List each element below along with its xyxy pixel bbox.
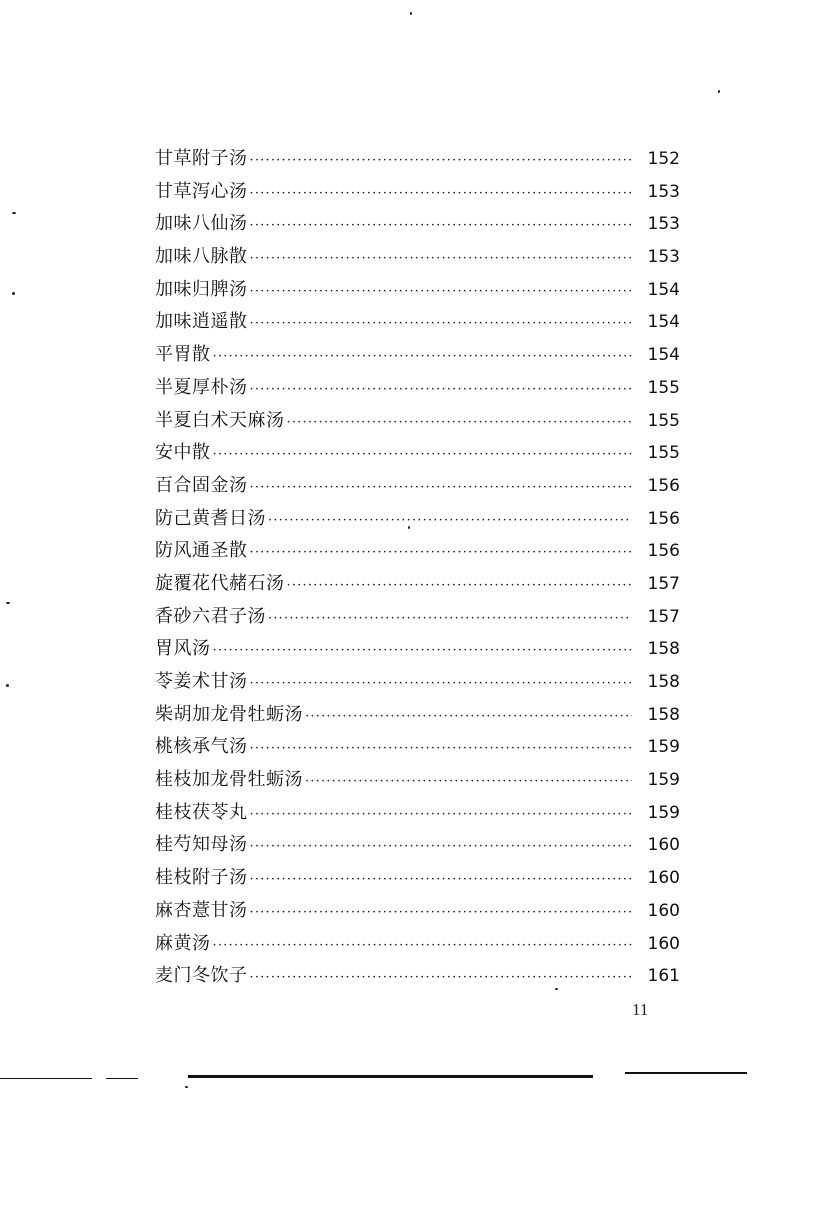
toc-entry-title: 苓姜术甘汤	[155, 671, 248, 692]
toc-entry	[155, 731, 680, 764]
toc-entry-page: 158	[647, 672, 680, 692]
toc-entry	[155, 274, 680, 307]
bottom-rule-right	[625, 1072, 747, 1074]
toc-entry-page: 160	[647, 868, 680, 889]
toc-entry	[155, 633, 680, 666]
toc-entry-title: 桂枝茯苓丸	[155, 801, 248, 823]
toc-entry-page: 153	[647, 181, 680, 202]
toc-entry-page: 156	[647, 508, 680, 529]
toc-entry-page: 159	[647, 802, 680, 823]
scan-speck	[6, 602, 10, 604]
toc-entry-page: 161	[647, 966, 680, 987]
toc-entry	[155, 470, 680, 503]
toc-entry	[155, 503, 680, 536]
toc-leader-dots	[250, 178, 633, 211]
toc-entry	[155, 535, 680, 568]
toc-leader-dots	[250, 472, 633, 505]
toc-entry-title: 旋覆花代赭石汤	[155, 572, 285, 594]
toc-entry-page: 160	[647, 933, 680, 954]
toc-entry	[155, 797, 680, 830]
toc-leader-dots	[213, 341, 633, 374]
toc-entry-page: 153	[647, 247, 680, 268]
toc-entry-page: 159	[647, 737, 680, 758]
toc-entry	[155, 699, 680, 732]
toc-entry	[155, 306, 680, 339]
toc-entry-page: 160	[647, 835, 680, 856]
toc-entry-title: 桂枝附子汤	[155, 867, 248, 889]
bottom-rule-left	[0, 1078, 92, 1079]
toc-entry-page: 158	[647, 704, 680, 725]
toc-entry	[155, 437, 680, 470]
scan-speck	[408, 526, 410, 529]
toc-entry	[155, 208, 680, 241]
toc-entry	[155, 928, 680, 961]
toc-entry-page: 156	[647, 541, 680, 562]
toc-entry-page: 157	[647, 573, 680, 594]
toc-leader-dots	[250, 243, 633, 276]
toc-entry	[155, 601, 680, 634]
toc-entry	[155, 829, 680, 862]
toc-entry-title: 安中散	[155, 442, 211, 464]
toc-entry-page: 154	[647, 279, 680, 300]
toc-entry-page: 155	[647, 410, 680, 431]
toc-entry	[155, 241, 680, 274]
toc-entry-page: 155	[647, 443, 680, 464]
toc-entry-title: 麦门冬饮子	[155, 965, 248, 987]
toc-entry	[155, 960, 680, 993]
toc-leader-dots	[250, 308, 633, 341]
toc-entry	[155, 339, 680, 372]
toc-entry-page: 158	[647, 639, 680, 660]
toc-entry	[155, 372, 680, 405]
toc-entry-page: 154	[647, 345, 680, 366]
toc-leader-dots	[305, 766, 632, 799]
toc-entry	[155, 862, 680, 895]
toc-entry-page: 160	[647, 900, 680, 921]
toc-entry-title: 甘草附子汤	[155, 148, 248, 169]
toc-entry-title: 加味八仙汤	[155, 213, 248, 235]
toc-leader-dots	[213, 635, 633, 668]
toc-leader-dots	[268, 505, 632, 538]
toc-entry-title: 桂枝加龙骨牡蛎汤	[155, 769, 303, 791]
toc-entry-title: 加味归脾汤	[155, 278, 248, 300]
scan-speck	[410, 12, 412, 15]
bottom-rule-center	[188, 1075, 593, 1078]
toc-entry	[155, 176, 680, 209]
toc-leader-dots	[250, 962, 633, 995]
toc-entry-title: 桂芍知母汤	[155, 834, 248, 856]
toc-leader-dots	[250, 668, 633, 701]
toc-entry	[155, 666, 680, 699]
toc-leader-dots	[250, 374, 633, 407]
toc-entry	[155, 764, 680, 797]
toc-entry-title: 加味八脉散	[155, 246, 248, 268]
scan-speck	[6, 684, 9, 687]
toc-entry	[155, 143, 680, 176]
toc-leader-dots	[250, 831, 633, 864]
toc-leader-dots	[250, 210, 633, 243]
toc-leader-dots	[250, 799, 633, 832]
toc-entry-title: 麻杏薏甘汤	[155, 899, 248, 921]
toc-entry-title: 防己黄耆日汤	[155, 507, 266, 529]
toc-entry-title: 平胃散	[155, 344, 211, 366]
toc-leader-dots	[250, 276, 633, 309]
toc-entry-title: 防风通圣散	[155, 540, 248, 562]
scan-speck	[12, 292, 15, 295]
toc-entry-title: 半夏白术天麻汤	[155, 409, 285, 431]
toc-leader-dots	[287, 570, 633, 603]
toc-leader-dots	[250, 537, 633, 570]
toc-leader-dots	[250, 864, 633, 897]
toc-leader-dots	[268, 603, 632, 636]
scan-speck	[555, 988, 558, 990]
scan-speck	[12, 212, 16, 214]
table-of-contents	[155, 143, 680, 993]
toc-leader-dots	[213, 930, 633, 963]
toc-entry-title: 半夏厚朴汤	[155, 376, 248, 398]
toc-entry-page: 159	[647, 770, 680, 791]
toc-entry	[155, 568, 680, 601]
page-number: 11	[632, 1000, 649, 1019]
toc-leader-dots	[213, 439, 633, 472]
toc-entry-title: 甘草泻心汤	[155, 180, 248, 202]
scan-speck	[718, 90, 720, 93]
toc-leader-dots	[250, 145, 633, 178]
toc-entry-title: 香砂六君子汤	[155, 605, 266, 627]
toc-entry	[155, 405, 680, 438]
toc-entry-page: 156	[647, 475, 680, 496]
toc-entry-title: 加味逍遥散	[155, 311, 248, 333]
toc-leader-dots	[287, 407, 633, 440]
scan-speck	[185, 1086, 188, 1088]
toc-leader-dots	[250, 897, 633, 930]
toc-entry-page: 152	[647, 149, 680, 169]
toc-entry	[155, 895, 680, 928]
toc-entry-page: 157	[647, 606, 680, 627]
toc-entry-title: 胃风汤	[155, 638, 211, 660]
bottom-rule-left-short	[106, 1078, 138, 1079]
toc-entry-page: 154	[647, 312, 680, 333]
toc-entry-page: 155	[647, 377, 680, 398]
toc-entry-page: 153	[647, 214, 680, 235]
toc-leader-dots	[305, 701, 632, 734]
toc-entry-title: 柴胡加龙骨牡蛎汤	[155, 703, 303, 725]
toc-entry-title: 麻黄汤	[155, 932, 211, 954]
toc-entry-title: 桃核承气汤	[155, 736, 248, 758]
toc-leader-dots	[250, 733, 633, 766]
toc-entry-title: 百合固金汤	[155, 474, 248, 496]
